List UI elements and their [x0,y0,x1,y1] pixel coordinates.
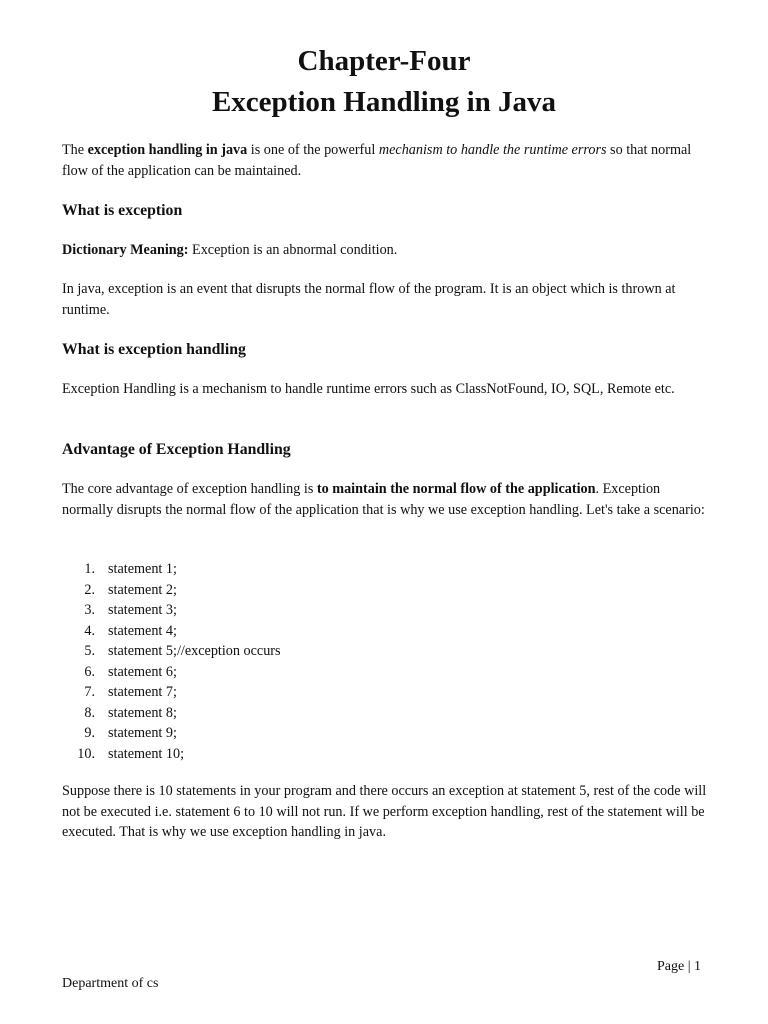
chapter-subtitle: Exception Handling in Java [211,86,557,118]
list-item-number: 8. [84,704,95,721]
page-number: Page | 1 [657,959,702,974]
list-item-number: 9. [84,725,95,741]
chapter-title: Chapter-Four [297,45,471,77]
conclusion-paragraph: Suppose there is 10 statements in your program and there occurs an exception at statement 5, rest of the code will not be executed i.e. statement 6 to 10 will not run. If we perform exception handling, rest of the statement will be executed. That is why we use exception handling in java. [62,783,707,840]
list-item-text: statement 9; [108,725,177,741]
heading-what-is-handling: What is exception handling [62,341,246,358]
list-item-text: statement 4; [108,622,177,639]
list-item [62,723,462,744]
intro-bold-term: exception handling in java [87,142,248,158]
list-item-number: 2. [84,581,95,598]
list-item-number: 1. [84,561,95,577]
list-item-number: 4. [84,622,95,639]
statement-list [62,559,462,764]
list-item [62,744,462,765]
list-item-text: statement 8; [108,704,177,721]
list-item-text: statement 10; [108,745,185,762]
list-item [62,621,462,642]
handling-definition: Exception Handling is a mechanism to handle runtime errors such as ClassNotFound, IO, SQL, Remote etc. [62,381,675,397]
advantage-paragraph: The core advantage of exception handling is to maintain the normal flow of the application. Exception normally disrupts the normal flow of the application that is why we use exception handling. Let's take a scenario: [62,481,705,518]
advantage-bold-phrase: to maintain the normal flow of the application [316,481,596,497]
heading-what-is-exception: What is exception [62,202,183,219]
list-item [62,682,462,703]
list-item-number: 5. [84,643,95,659]
list-item-text: statement 3; [108,602,177,618]
list-item [62,559,462,580]
list-item-text: statement 6; [108,663,177,680]
list-item [62,641,462,662]
list-item-text: statement 5;//exception occurs [108,643,281,659]
intro-italic-phrase: mechanism to handle the runtime errors [378,142,607,158]
list-item-text: statement 1; [108,561,177,577]
list-item [62,580,462,601]
list-item-number: 10. [77,745,95,762]
heading-advantage: Advantage of Exception Handling [62,441,291,458]
list-item-number: 3. [84,602,95,618]
department-footer: Department of cs [62,976,159,991]
list-item-number: 7. [84,684,95,700]
list-item [62,662,462,683]
list-item [62,703,462,724]
list-item-number: 6. [84,663,95,680]
intro-paragraph: The exception handling in java is one of the powerful mechanism to handle the runtime errors so that normal flow of the application can be maintained. [62,142,692,179]
dictionary-label: Dictionary Meaning: [62,242,189,258]
list-item-text: statement 7; [108,684,177,700]
exception-definition: In java, exception is an event that disrupts the normal flow of the program. It is an object which is thrown at runtime. [62,281,676,318]
list-item-text: statement 2; [108,581,177,598]
dictionary-meaning: Dictionary Meaning: Exception is an abnormal condition. [62,242,398,258]
list-item [62,600,462,621]
